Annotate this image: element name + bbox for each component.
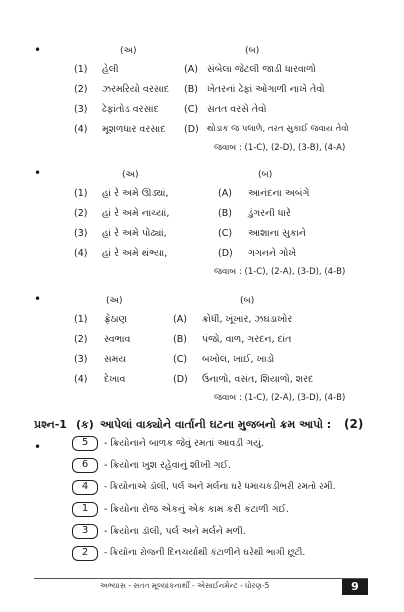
section-2-col-b-header: (બ) bbox=[258, 170, 273, 180]
s3-row2-b: પંજો, વાળ, ગરદન, દાંત bbox=[202, 334, 292, 345]
s1-row2-b: ખેતરનાં ઢેફાં ઓગાળી નાખે તેવો bbox=[207, 84, 325, 95]
section-1-bullet: • bbox=[34, 43, 42, 57]
s2-row3-a: હાં રે અમે પોઢ્યાં, bbox=[102, 228, 167, 239]
footer-divider bbox=[34, 578, 368, 579]
section-3-col-b-header: (બ) bbox=[240, 296, 255, 306]
s1-row3-a: ઢેફાંતોડ વરસાદ bbox=[102, 104, 159, 115]
question-text: આપેલાં વાક્યોને વાર્તાની ઘટના મુજબનો ક્રમ આપો : bbox=[100, 418, 332, 431]
section-2-bullet: • bbox=[34, 166, 42, 180]
s2-row1-num: (1) bbox=[74, 188, 88, 199]
s2-row2-b: ડુંગરની ધારે bbox=[248, 208, 291, 219]
order-box-1[interactable]: 5 bbox=[72, 436, 98, 451]
order-box-6[interactable]: 2 bbox=[72, 546, 98, 561]
order-text-6: - ક્રિયોના રોજની દિનચર્યાથી કંટાળીને ઘરેથી ભાગી છૂટી. bbox=[104, 548, 306, 558]
s1-row1-a: હેલી bbox=[102, 64, 119, 75]
s2-row2-a: હાં રે અમે નાચ્યાં, bbox=[102, 208, 170, 219]
order-text-3: - ક્રિયોનાએ ડૉલી, પર્લ અને મર્લના ઘરે ધમાચકડીભરી રમતો રમી. bbox=[104, 482, 336, 492]
s1-answer: જવાબ : (1-C), (2-D), (3-B), (4-A) bbox=[214, 143, 346, 153]
question-part: (ક) bbox=[76, 418, 94, 431]
s3-row4-b: ઉનાળો, વસંત, શિયાળો, શરદ bbox=[202, 374, 314, 385]
s1-row3-num: (3) bbox=[74, 104, 88, 115]
s2-row1-b: આનંદના અબંગે bbox=[248, 188, 310, 199]
s3-row1-letter: (A) bbox=[173, 314, 187, 325]
order-box-5[interactable]: 3 bbox=[72, 524, 98, 539]
s3-answer: જવાબ : (1-C), (2-A), (3-D), (4-B) bbox=[214, 393, 346, 403]
section-3-bullet: • bbox=[34, 292, 42, 306]
question-label: પ્રશ્ન-1 bbox=[34, 418, 67, 431]
s1-row4-letter: (D) bbox=[184, 124, 199, 135]
s1-row1-num: (1) bbox=[74, 64, 88, 75]
s2-row4-b: ગગનને ગોખે bbox=[248, 248, 297, 259]
s1-row3-b: સતત વરસે તેવો bbox=[207, 104, 267, 115]
s2-row3-b: આશાના સુકાને bbox=[248, 228, 306, 239]
s3-row1-a: ફ્રેઠાણ bbox=[104, 314, 127, 325]
section-1-col-b-header: (બ) bbox=[245, 46, 260, 56]
s3-row2-letter: (B) bbox=[173, 334, 187, 345]
section-2-col-a-header: (અ) bbox=[122, 170, 139, 180]
s2-row4-letter: (D) bbox=[218, 248, 233, 259]
s1-row4-b: થોડાક જ પલાળે, તરત સુકાઈ જવાય તેવો bbox=[207, 124, 349, 134]
order-bullet: • bbox=[34, 440, 42, 454]
s1-row4-num: (4) bbox=[74, 124, 88, 135]
s2-row1-a: હાં રે અમે ઊડ્યાં, bbox=[102, 188, 169, 199]
footer-text: અભ્યાસ - સતત મૂલ્યાંકનાર્થી - એસાઈનમેન્ટ - ધોરણ-5 bbox=[100, 581, 270, 590]
s1-row4-a: મૂશળધાર વરસાદ bbox=[102, 124, 166, 135]
s2-row4-num: (4) bbox=[74, 248, 88, 259]
order-text-4: - ક્રિયોના રોજ એકનું એક કામ કરી કંટાળી ગઈ. bbox=[104, 504, 289, 515]
s3-row4-num: (4) bbox=[74, 374, 88, 385]
s2-row3-num: (3) bbox=[74, 228, 88, 239]
order-text-2: - ક્રિયોના ખુશ રહેવાનું શીખી ગઈ. bbox=[104, 460, 231, 471]
s1-row1-letter: (A) bbox=[184, 64, 198, 75]
s3-row3-a: સમય bbox=[104, 354, 127, 365]
s2-row4-a: હાં રે અમે થંભ્યા, bbox=[102, 248, 168, 259]
s1-row2-a: ઝરમરિયો વરસાદ bbox=[102, 84, 170, 95]
s3-row3-num: (3) bbox=[74, 354, 88, 365]
s3-row3-letter: (C) bbox=[173, 354, 188, 365]
order-box-2[interactable]: 6 bbox=[72, 458, 98, 473]
order-text-5: - ક્રિયોના ડૉલી, પર્લ અને મર્લને મળી. bbox=[104, 526, 246, 537]
section-3-col-a-header: (અ) bbox=[106, 296, 123, 306]
s3-row2-a: સ્વભાવ bbox=[104, 334, 131, 345]
s1-row2-num: (2) bbox=[74, 84, 88, 95]
order-text-1: - ક્રિયોનાને બાળક જેવું રમતાં આવડી ગયું. bbox=[104, 438, 264, 449]
s1-row2-letter: (B) bbox=[184, 84, 198, 95]
s3-row1-b: ક્રોધી, ખૂંખાર, ઝઘડાખોર bbox=[202, 314, 293, 325]
s3-row3-b: બખોલ, ખાઈ, ખાડો bbox=[202, 354, 275, 365]
section-1-col-a-header: (અ) bbox=[120, 46, 137, 56]
s3-row1-num: (1) bbox=[74, 314, 88, 325]
s2-row2-num: (2) bbox=[74, 208, 88, 219]
s2-answer: જવાબ : (1-C), (2-A), (3-D), (4-B) bbox=[214, 267, 346, 277]
s1-row1-b: સંબેલા જેટલી જાડી ધારવાળો bbox=[207, 64, 316, 75]
s2-row2-letter: (B) bbox=[218, 208, 232, 219]
s2-row3-letter: (C) bbox=[218, 228, 233, 239]
order-box-3[interactable]: 4 bbox=[72, 480, 98, 495]
order-box-4[interactable]: 1 bbox=[72, 502, 98, 517]
page-number: 9 bbox=[342, 579, 368, 595]
s3-row2-num: (2) bbox=[74, 334, 88, 345]
question-marks: (2) bbox=[344, 417, 364, 431]
s1-row3-letter: (C) bbox=[184, 104, 199, 115]
s2-row1-letter: (A) bbox=[218, 188, 232, 199]
s3-row4-letter: (D) bbox=[173, 374, 188, 385]
s3-row4-a: દેખાવ bbox=[104, 374, 126, 385]
